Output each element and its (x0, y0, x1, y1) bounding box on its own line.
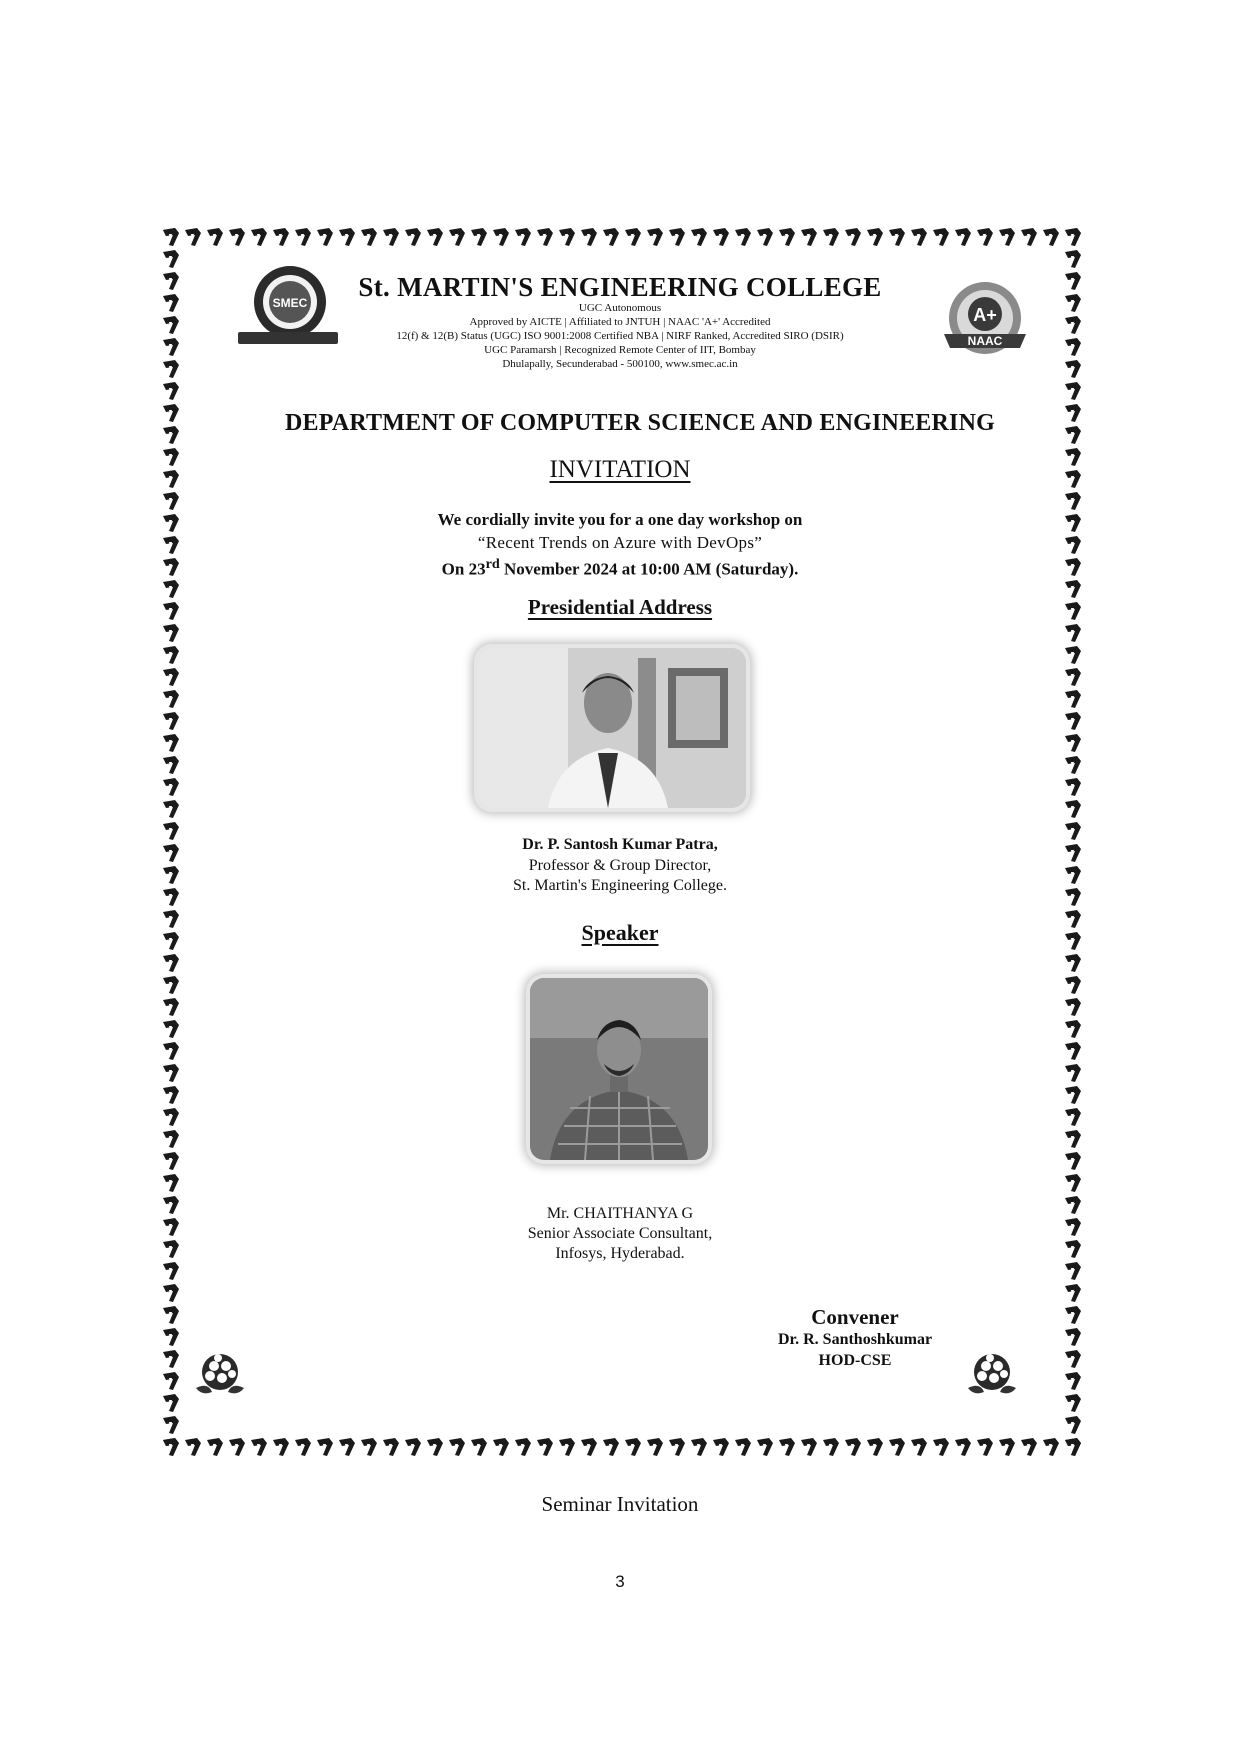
workshop-date (330, 556, 910, 580)
workshop-title: “Recent Trends on Azure with DevOps” (477, 533, 763, 552)
invitation-line-1: We cordially invite you for a one day workshop on (437, 510, 803, 529)
college-status: UGC Autonomous (578, 302, 662, 314)
college-approval: Approved by AICTE | Affiliated to JNTUH | NAAC 'A+' Accredited (469, 316, 771, 328)
presidential-heading: Presidential Address (527, 595, 713, 619)
convener-role: HOD-CSE (818, 1352, 892, 1369)
presidential-name: Dr. P. Santosh Kumar Patra, (522, 836, 718, 853)
workshop-date-rest: November 2024 at 10:00 AM (Saturday). (499, 559, 799, 579)
speaker-photo (530, 978, 708, 1160)
naac-label: NAAC (967, 334, 1003, 348)
convener-name: Dr. R. Santhoshkumar (777, 1331, 933, 1348)
speaker-org: Infosys, Hyderabad. (555, 1245, 685, 1262)
speaker-name: Mr. CHAITHANYA G (546, 1205, 694, 1222)
flower-icon (960, 1342, 1024, 1402)
flower-icon (188, 1342, 252, 1402)
college-name: St. MARTIN'S ENGINEERING COLLEGE (358, 272, 882, 302)
speaker-heading: Speaker (581, 920, 659, 945)
workshop-date-prefix: On 23 (441, 559, 486, 579)
college-accreditation: 12(f) & 12(B) Status (UGC) ISO 9001:2008 Certified NBA | NIRF Ranked, Accredited SIRO (DSIR) (396, 330, 844, 342)
workshop-date-suffix-sup: rd (485, 556, 500, 572)
person-photo-icon (530, 978, 708, 1160)
naac-grade: A+ (973, 305, 997, 325)
college-address: Dhulapally, Secunderabad - 500100, www.smec.ac.in (502, 358, 738, 370)
page-caption: Seminar Invitation (541, 1492, 699, 1516)
college-recognition: UGC Paramarsh | Recognized Remote Center of IIT, Bombay (484, 344, 756, 356)
page-number: 3 (615, 1572, 625, 1591)
convener-heading: Convener (811, 1305, 899, 1329)
presidential-title: Professor & Group Director, (528, 857, 712, 874)
college-logo-text: SMEC (272, 296, 308, 310)
presidential-photo (478, 648, 746, 808)
naac-badge-icon (940, 278, 1030, 368)
invitation-heading: INVITATION (549, 456, 691, 483)
speaker-title: Senior Associate Consultant, (527, 1225, 713, 1242)
person-photo-icon (478, 648, 746, 808)
department-title: DEPARTMENT OF COMPUTER SCIENCE AND ENGINEERING (285, 410, 995, 436)
presidential-org: St. Martin's Engineering College. (513, 877, 727, 894)
